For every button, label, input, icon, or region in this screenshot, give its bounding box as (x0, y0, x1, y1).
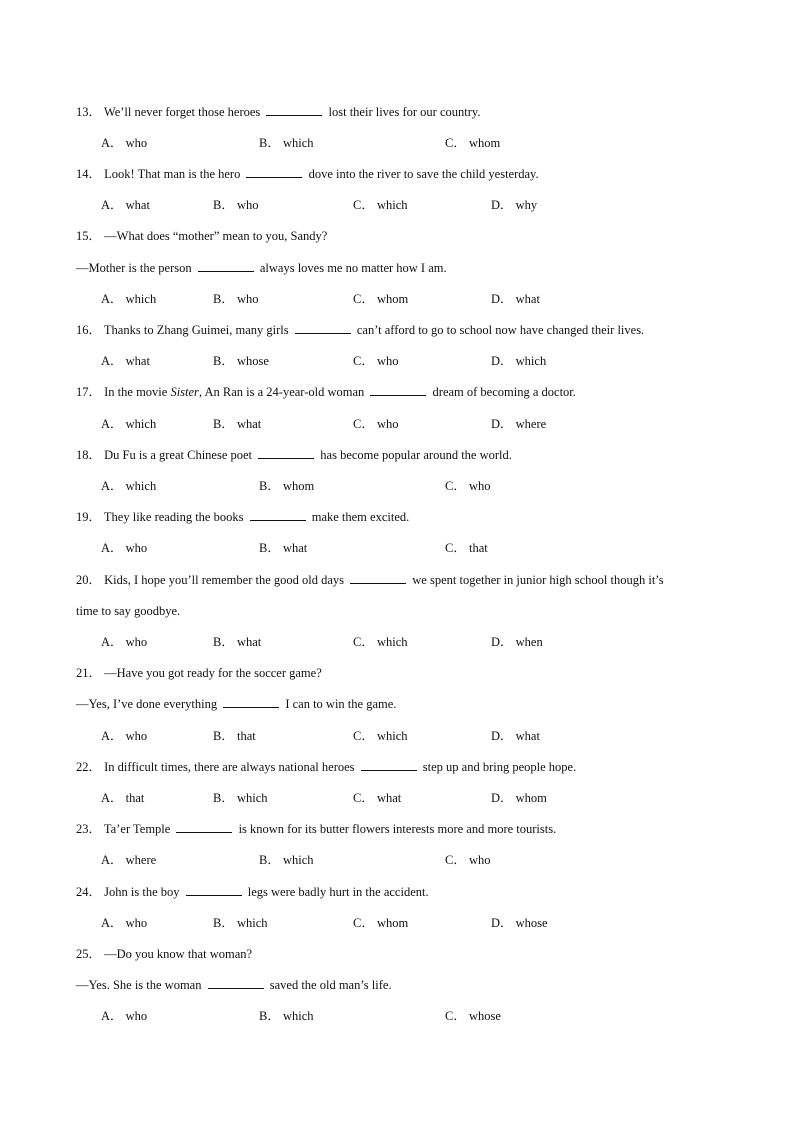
option-text: whom (282, 479, 315, 493)
option-text: who (376, 354, 399, 368)
option-b (213, 197, 259, 213)
option-b (213, 915, 268, 931)
option-b (213, 291, 259, 307)
answer-blank (186, 884, 242, 896)
question-number: 21． (76, 666, 102, 680)
stem-text-after: we spent together in junior high school though it’s (412, 573, 664, 587)
option-letter: A． (101, 198, 123, 212)
option-text: who (468, 479, 491, 493)
answer-blank (295, 322, 351, 334)
answer-blank (370, 384, 426, 396)
option-a (101, 478, 156, 494)
option-text: whom (376, 292, 409, 306)
question-number: 18． (76, 448, 102, 462)
option-text: which (282, 853, 314, 867)
option-text: which (236, 791, 268, 805)
option-letter: A． (101, 1009, 123, 1023)
option-d (491, 915, 548, 931)
option-text: what (236, 635, 262, 649)
question-23-stem (76, 821, 556, 837)
option-b (259, 540, 307, 556)
option-c (353, 915, 408, 931)
option-d (491, 353, 546, 369)
question-22-stem (76, 759, 576, 775)
option-text: which (125, 417, 157, 431)
option-letter: C． (353, 635, 374, 649)
option-text: that (468, 541, 488, 555)
option-text: what (236, 417, 262, 431)
option-c (353, 416, 399, 432)
option-text: which (282, 136, 314, 150)
option-text: what (125, 198, 150, 212)
option-letter: B． (213, 635, 234, 649)
option-letter: C． (445, 853, 466, 867)
option-letter: C． (353, 417, 374, 431)
option-letter: A． (101, 916, 123, 930)
option-text: whom (468, 136, 501, 150)
option-letter: D． (491, 198, 513, 212)
option-a (101, 915, 147, 931)
option-a (101, 197, 150, 213)
option-letter: A． (101, 541, 123, 555)
option-letter: B． (259, 853, 280, 867)
stem-text: —Do you know that woman? (104, 947, 253, 961)
option-letter: B． (259, 479, 280, 493)
option-text: who (376, 417, 399, 431)
option-letter: C． (353, 729, 374, 743)
option-b (213, 416, 261, 432)
option-b (213, 728, 256, 744)
stem-text-before: In the movie (104, 385, 171, 399)
option-text: whose (468, 1009, 501, 1023)
question-17-stem (76, 384, 576, 400)
option-c (445, 478, 491, 494)
option-text: who (125, 136, 148, 150)
option-letter: D． (491, 417, 513, 431)
option-text: who (236, 198, 259, 212)
option-d (491, 291, 540, 307)
option-letter: C． (445, 136, 466, 150)
answer-blank (258, 447, 314, 459)
option-letter: B． (213, 791, 234, 805)
option-letter: A． (101, 635, 123, 649)
question-20-stem-line2 (76, 603, 180, 619)
stem-text-after: dove into the river to save the child yesterday. (308, 167, 539, 181)
option-letter: C． (445, 1009, 466, 1023)
option-text: who (125, 729, 148, 743)
question-21-stem (76, 665, 322, 681)
option-c (445, 135, 500, 151)
option-letter: A． (101, 729, 123, 743)
option-d (491, 197, 537, 213)
option-a (101, 852, 156, 868)
option-text: which (125, 479, 157, 493)
option-text: what (376, 791, 402, 805)
option-a (101, 416, 156, 432)
question-number: 20． (76, 573, 102, 587)
option-a (101, 291, 156, 307)
option-c (353, 353, 399, 369)
question-number: 14． (76, 167, 102, 181)
option-letter: C． (353, 916, 374, 930)
option-c (353, 291, 408, 307)
option-c (445, 540, 488, 556)
option-letter: B． (213, 292, 234, 306)
option-letter: D． (491, 791, 513, 805)
question-number: 16． (76, 323, 102, 337)
question-number: 13． (76, 105, 102, 119)
option-letter: A． (101, 853, 123, 867)
option-letter: B． (213, 916, 234, 930)
option-b (213, 790, 268, 806)
option-letter: C． (353, 791, 374, 805)
option-c (353, 728, 408, 744)
answer-blank (361, 759, 417, 771)
option-b (259, 478, 314, 494)
option-text: whom (515, 791, 547, 805)
option-letter: C． (353, 354, 374, 368)
option-text: whose (236, 354, 269, 368)
stem-text-before: John is the boy (104, 885, 180, 899)
option-b (259, 852, 314, 868)
option-letter: D． (491, 729, 513, 743)
option-text: where (515, 417, 547, 431)
stem-text-after: dream of becoming a doctor. (432, 385, 576, 399)
option-letter: D． (491, 354, 513, 368)
answer-blank (350, 572, 406, 584)
question-number: 25． (76, 947, 102, 961)
stem-text-after: step up and bring people hope. (422, 760, 577, 774)
option-a (101, 728, 147, 744)
option-letter: C． (353, 198, 374, 212)
stem-text-before: —Mother is the person (76, 261, 192, 275)
question-13-stem (76, 104, 480, 120)
option-letter: D． (491, 916, 513, 930)
answer-blank (266, 104, 322, 116)
option-text: which (236, 916, 268, 930)
question-number: 24． (76, 885, 102, 899)
option-letter: A． (101, 292, 123, 306)
question-number: 22． (76, 760, 102, 774)
option-text: who (468, 853, 491, 867)
option-text: who (125, 541, 148, 555)
answer-blank (176, 821, 232, 833)
option-letter: B． (213, 354, 234, 368)
question-15-stem (76, 228, 327, 244)
option-c (353, 790, 401, 806)
stem-text: time to say goodbye. (76, 604, 181, 618)
option-a (101, 540, 147, 556)
option-text: what (515, 729, 540, 743)
question-20-stem (76, 572, 664, 588)
option-text: where (125, 853, 157, 867)
stem-text-after: always loves me no matter how I am. (259, 261, 447, 275)
answer-blank (246, 166, 302, 178)
option-text: which (376, 729, 408, 743)
question-15-stem-line2 (76, 260, 447, 276)
stem-text-before: We’ll never forget those heroes (103, 105, 261, 119)
question-25-stem-line2 (76, 977, 392, 993)
stem-text-before: —Yes, I’ve done everything (76, 697, 218, 711)
question-number: 17． (76, 385, 102, 399)
option-a (101, 1008, 147, 1024)
stem-text-after: lost their lives for our country. (328, 105, 481, 119)
option-c (445, 852, 491, 868)
question-21-stem-line2 (76, 696, 396, 712)
answer-blank (250, 509, 306, 521)
option-text: who (125, 1009, 148, 1023)
option-text: which (282, 1009, 314, 1023)
question-19-stem (76, 509, 409, 525)
option-letter: B． (213, 729, 234, 743)
option-d (491, 728, 540, 744)
stem-text-before: —Yes. She is the woman (76, 978, 202, 992)
option-letter: C． (353, 292, 374, 306)
option-a (101, 135, 147, 151)
option-letter: A． (101, 479, 123, 493)
question-number: 19． (76, 510, 102, 524)
option-a (101, 634, 147, 650)
movie-title: Sister (170, 385, 199, 399)
option-letter: B． (213, 417, 234, 431)
answer-blank (198, 260, 254, 272)
option-letter: D． (491, 635, 513, 649)
option-d (491, 634, 543, 650)
question-25-stem (76, 946, 252, 962)
option-a (101, 790, 144, 806)
option-text: what (125, 354, 150, 368)
option-letter: A． (101, 136, 123, 150)
option-b (213, 353, 269, 369)
option-b (213, 634, 261, 650)
option-text: why (515, 198, 538, 212)
option-a (101, 353, 150, 369)
option-text: which (515, 354, 547, 368)
option-letter: B． (259, 136, 280, 150)
answer-blank (208, 977, 264, 989)
option-text: when (515, 635, 543, 649)
stem-text: —Have you got ready for the soccer game? (104, 666, 322, 680)
option-letter: C． (445, 479, 466, 493)
option-letter: A． (101, 354, 123, 368)
option-b (259, 1008, 314, 1024)
option-text: which (376, 635, 408, 649)
stem-text-before-cont: , An Ran is a 24-year-old woman (198, 385, 365, 399)
option-d (491, 790, 547, 806)
option-text: what (282, 541, 308, 555)
option-letter: C． (445, 541, 466, 555)
option-c (353, 197, 408, 213)
option-c (445, 1008, 501, 1024)
option-text: that (125, 791, 145, 805)
question-14-stem (76, 166, 539, 182)
option-text: that (236, 729, 256, 743)
stem-text-after: can’t afford to go to school now have changed their lives. (356, 323, 645, 337)
question-24-stem (76, 884, 429, 900)
question-number: 23． (76, 822, 102, 836)
option-letter: A． (101, 417, 123, 431)
stem-text-before: Look! That man is the hero (104, 167, 241, 181)
stem-text-before: Kids, I hope you’ll remember the good old days (104, 573, 345, 587)
stem-text-after: saved the old man’s life. (269, 978, 392, 992)
option-letter: B． (259, 1009, 280, 1023)
stem-text-after: I can to win the game. (285, 697, 397, 711)
question-number: 15． (76, 229, 102, 243)
option-text: which (125, 292, 157, 306)
option-text: what (515, 292, 540, 306)
answer-blank (223, 696, 279, 708)
option-letter: B． (259, 541, 280, 555)
option-b (259, 135, 314, 151)
stem-text-before: Du Fu is a great Chinese poet (104, 448, 253, 462)
question-18-stem (76, 447, 512, 463)
option-text: who (125, 916, 148, 930)
stem-text-after: legs were badly hurt in the accident. (247, 885, 429, 899)
stem-text-after: make them excited. (311, 510, 410, 524)
option-text: who (125, 635, 148, 649)
stem-text-after: has become popular around the world. (320, 448, 512, 462)
option-letter: B． (213, 198, 234, 212)
stem-text-before: In difficult times, there are always national heroes (104, 760, 355, 774)
option-letter: A． (101, 791, 123, 805)
option-text: which (376, 198, 408, 212)
question-16-stem (76, 322, 644, 338)
option-letter: D． (491, 292, 513, 306)
option-text: whose (515, 916, 548, 930)
stem-text-before: Ta’er Temple (103, 822, 171, 836)
option-d (491, 416, 546, 432)
option-text: whom (376, 916, 409, 930)
stem-text: —What does “mother” mean to you, Sandy? (104, 229, 328, 243)
stem-text-before: Thanks to Zhang Guimei, many girls (103, 323, 289, 337)
stem-text-after: is known for its butter flowers interests more and more tourists. (238, 822, 557, 836)
stem-text-before: They like reading the books (103, 510, 244, 524)
option-c (353, 634, 408, 650)
option-text: who (236, 292, 259, 306)
